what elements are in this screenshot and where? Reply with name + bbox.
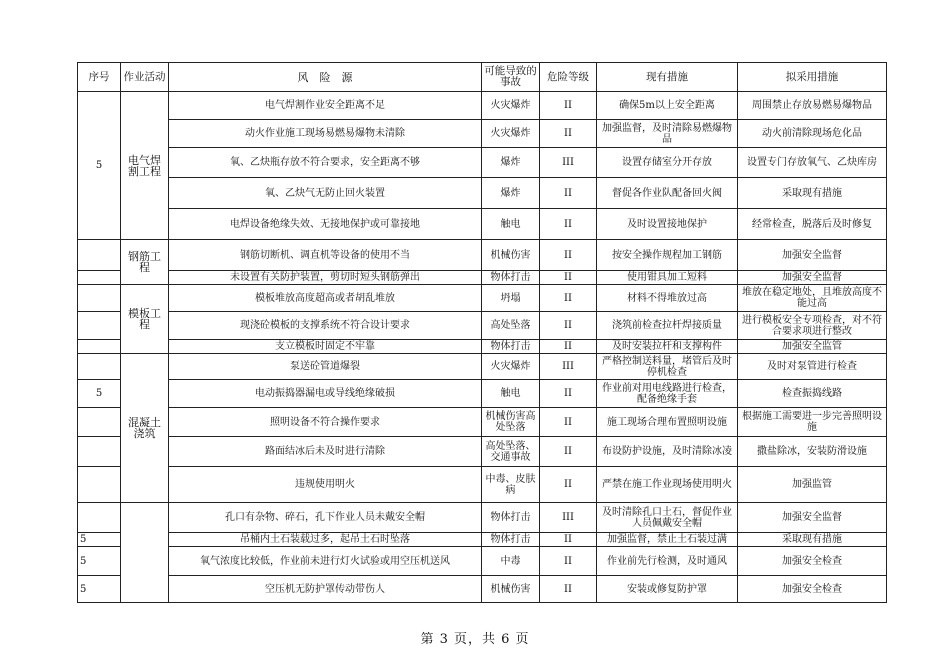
accident-cell: 机械伤害 (482, 240, 540, 271)
table-row (78, 209, 887, 240)
risk-source-cell: 未设置有关防护装置，剪切时短头钢筋弹出 (169, 271, 482, 285)
table-row (78, 437, 887, 467)
table-row (78, 547, 887, 576)
existing-measure-cell: 设置存储室分开存放 (597, 148, 738, 178)
table-row (78, 178, 887, 209)
planned-measure-cell: 进行模板安全专项检查，对不符合要求项进行整改 (738, 312, 887, 340)
risk-source-cell: 氧、乙炔瓶存放不符合要求，安全距离不够 (169, 148, 482, 178)
risk-source-cell: 支立模板时固定不牢靠 (169, 340, 482, 354)
planned-measure-cell: 采取现有措施 (738, 178, 887, 209)
table-row (78, 503, 887, 533)
header-row (78, 63, 887, 92)
risk-source-cell: 动火作业施工现场易燃易爆物未清除 (169, 120, 482, 148)
activity-empty (121, 503, 169, 603)
risk-source-cell: 电焊设备绝缘失效、无接地保护或可靠接地 (169, 209, 482, 240)
existing-measure-cell: 安装或修复防护罩 (597, 576, 738, 603)
row-number: 5 (78, 547, 121, 576)
accident-cell: 触电 (482, 209, 540, 240)
accident-cell: 火灾爆炸 (482, 354, 540, 380)
table-row (78, 271, 887, 285)
row-number-empty (78, 271, 121, 285)
risk-source-cell: 违规使用明火 (169, 467, 482, 503)
row-number: 5 (78, 380, 121, 408)
risk-level-cell: II (540, 120, 597, 148)
risk-source-cell: 照明设备不符合操作要求 (169, 408, 482, 437)
risk-level-cell: II (540, 408, 597, 437)
accident-cell: 高处坠落、交通事故 (482, 437, 540, 467)
planned-measure-cell: 加强安全监督 (738, 503, 887, 533)
row-number: 5 (78, 92, 121, 240)
existing-measure-cell: 施工现场合理布置照明设施 (597, 408, 738, 437)
risk-source-cell: 现浇砼模板的支撑系统不符合设计要求 (169, 312, 482, 340)
table-row (78, 285, 887, 312)
planned-measure-cell: 检查振捣线路 (738, 380, 887, 408)
header-planned-measures: 拟采用措施 (738, 63, 887, 92)
row-number-empty (78, 408, 121, 437)
header-existing-measures: 现有措施 (597, 63, 738, 92)
existing-measure-cell: 加强监督，及时清除易燃爆物品 (597, 120, 738, 148)
accident-cell: 触电 (482, 380, 540, 408)
risk-level-cell: II (540, 340, 597, 354)
table-row (78, 240, 887, 271)
existing-measure-cell: 加强监督，禁止土石装过满 (597, 533, 738, 547)
row-number-empty (78, 437, 121, 467)
header-no: 序号 (78, 63, 121, 92)
risk-level-cell: II (540, 209, 597, 240)
table-row (78, 380, 887, 408)
planned-measure-cell: 加强安全监督 (738, 271, 887, 285)
table-row (78, 340, 887, 354)
accident-cell: 中毒 (482, 547, 540, 576)
risk-level-cell: II (540, 467, 597, 503)
planned-measure-cell: 采取现有措施 (738, 533, 887, 547)
risk-table (77, 62, 887, 603)
planned-measure-cell: 加强监管 (738, 467, 887, 503)
risk-source-cell: 孔口有杂物、碎石，孔下作业人员未戴安全帽 (169, 503, 482, 533)
accident-cell: 爆炸 (482, 148, 540, 178)
activity-welding: 电气焊割工程 (121, 92, 169, 240)
existing-measure-cell: 及时清除孔口土石，督促作业人员佩戴安全帽 (597, 503, 738, 533)
table-row (78, 576, 887, 603)
table-row (78, 533, 887, 547)
accident-cell: 火灾爆炸 (482, 120, 540, 148)
existing-measure-cell: 严格控制送料量，堵管后及时停机检查 (597, 354, 738, 380)
accident-cell: 机械伤害高处坠落 (482, 408, 540, 437)
risk-level-cell: II (540, 285, 597, 312)
risk-level-cell: II (540, 271, 597, 285)
row-number-empty (78, 340, 121, 354)
table-row (78, 312, 887, 340)
row-number-empty (78, 467, 121, 503)
existing-measure-cell: 材料不得堆放过高 (597, 285, 738, 312)
planned-measure-cell: 堆放在稳定地处，且堆放高度不能过高 (738, 285, 887, 312)
accident-cell: 机械伤害 (482, 576, 540, 603)
accident-cell: 物体打击 (482, 340, 540, 354)
activity-formwork: 模板工程 (121, 285, 169, 354)
planned-measure-cell: 加强安全检查 (738, 576, 887, 603)
risk-source-cell: 空压机无防护罩传动带伤人 (169, 576, 482, 603)
risk-level-cell: II (540, 92, 597, 120)
planned-measure-cell: 动火前清除现场危化品 (738, 120, 887, 148)
table-row (78, 467, 887, 503)
existing-measure-cell: 按安全操作规程加工钢筋 (597, 240, 738, 271)
risk-source-cell: 泵送砼管道爆裂 (169, 354, 482, 380)
risk-level-cell: II (540, 437, 597, 467)
accident-cell: 坍塌 (482, 285, 540, 312)
risk-source-cell: 电动振捣器漏电或导线绝缘破损 (169, 380, 482, 408)
activity-concrete: 混凝土浇筑 (121, 354, 169, 503)
risk-level-cell: II (540, 533, 597, 547)
accident-cell: 物体打击 (482, 271, 540, 285)
existing-measure-cell: 及时设置接地保护 (597, 209, 738, 240)
activity-rebar: 钢筋工程 (121, 240, 169, 285)
planned-measure-cell: 加强安全监管 (738, 340, 887, 354)
row-number-empty (78, 285, 121, 312)
risk-source-cell: 钢筋切断机、调直机等设备的使用不当 (169, 240, 482, 271)
risk-level-cell: II (540, 312, 597, 340)
planned-measure-cell: 及时对泵管进行检查 (738, 354, 887, 380)
risk-level-cell: III (540, 354, 597, 380)
row-number-empty (78, 354, 121, 380)
risk-level-cell: III (540, 503, 597, 533)
planned-measure-cell: 设置专门存放氧气、乙炔库房 (738, 148, 887, 178)
row-number-empty (78, 240, 121, 271)
header-activity: 作业活动 (121, 63, 169, 92)
risk-level-cell: II (540, 240, 597, 271)
accident-cell: 火灾爆炸 (482, 92, 540, 120)
table-row (78, 148, 887, 178)
header-possible-accident: 可能导致的事故 (482, 63, 540, 92)
accident-cell: 中毒、皮肤病 (482, 467, 540, 503)
accident-cell: 高处坠落 (482, 312, 540, 340)
page-footer: 第 3 页，共 6 页 (420, 632, 530, 647)
planned-measure-cell: 周围禁止存放易燃易爆物品 (738, 92, 887, 120)
risk-level-cell: III (540, 148, 597, 178)
row-number-empty (78, 312, 121, 340)
planned-measure-cell: 加强安全监督 (738, 240, 887, 271)
accident-cell: 物体打击 (482, 503, 540, 533)
risk-level-cell: II (540, 547, 597, 576)
accident-cell: 物体打击 (482, 533, 540, 547)
table-row (78, 408, 887, 437)
existing-measure-cell: 确保5m以上安全距离 (597, 92, 738, 120)
risk-level-cell: II (540, 576, 597, 603)
risk-source-cell: 氧、乙炔气无防止回火装置 (169, 178, 482, 209)
existing-measure-cell: 严禁在施工作业现场使用明火 (597, 467, 738, 503)
risk-source-cell: 氧气浓度比较低，作业前未进行灯火试验或用空压机送风 (169, 547, 482, 576)
accident-cell: 爆炸 (482, 178, 540, 209)
header-risk-level: 危险等级 (540, 63, 597, 92)
existing-measure-cell: 作业前对用电线路进行检查，配备绝缘手套 (597, 380, 738, 408)
risk-level-cell: II (540, 178, 597, 209)
existing-measure-cell: 督促各作业队配备回火阀 (597, 178, 738, 209)
existing-measure-cell: 使用钳具加工短料 (597, 271, 738, 285)
row-number-empty (78, 503, 121, 533)
risk-source-cell: 吊桶内土石装载过多，起吊土石时坠落 (169, 533, 482, 547)
risk-level-cell: II (540, 380, 597, 408)
planned-measure-cell: 撒盐除冰，安装防滑设施 (738, 437, 887, 467)
table-row (78, 120, 887, 148)
risk-source-cell: 模板堆放高度超高或者胡乱堆放 (169, 285, 482, 312)
existing-measure-cell: 布设防护设施，及时清除冰凌 (597, 437, 738, 467)
table-row (78, 92, 887, 120)
existing-measure-cell: 浇筑前检查拉杆焊接质量 (597, 312, 738, 340)
planned-measure-cell: 根据施工需要进一步完善照明设施 (738, 408, 887, 437)
risk-source-cell: 电气焊割作业安全距离不足 (169, 92, 482, 120)
table-row (78, 354, 887, 380)
risk-source-cell: 路面结冰后未及时进行清除 (169, 437, 482, 467)
existing-measure-cell: 作业前先行检测，及时通风 (597, 547, 738, 576)
planned-measure-cell: 加强安全检查 (738, 547, 887, 576)
row-number: 5 (78, 576, 121, 603)
existing-measure-cell: 及时安装拉杆和支撑构件 (597, 340, 738, 354)
header-risk-source: 风 险 源 (169, 63, 482, 92)
planned-measure-cell: 经常检查，脱落后及时修复 (738, 209, 887, 240)
row-number: 5 (78, 533, 121, 547)
